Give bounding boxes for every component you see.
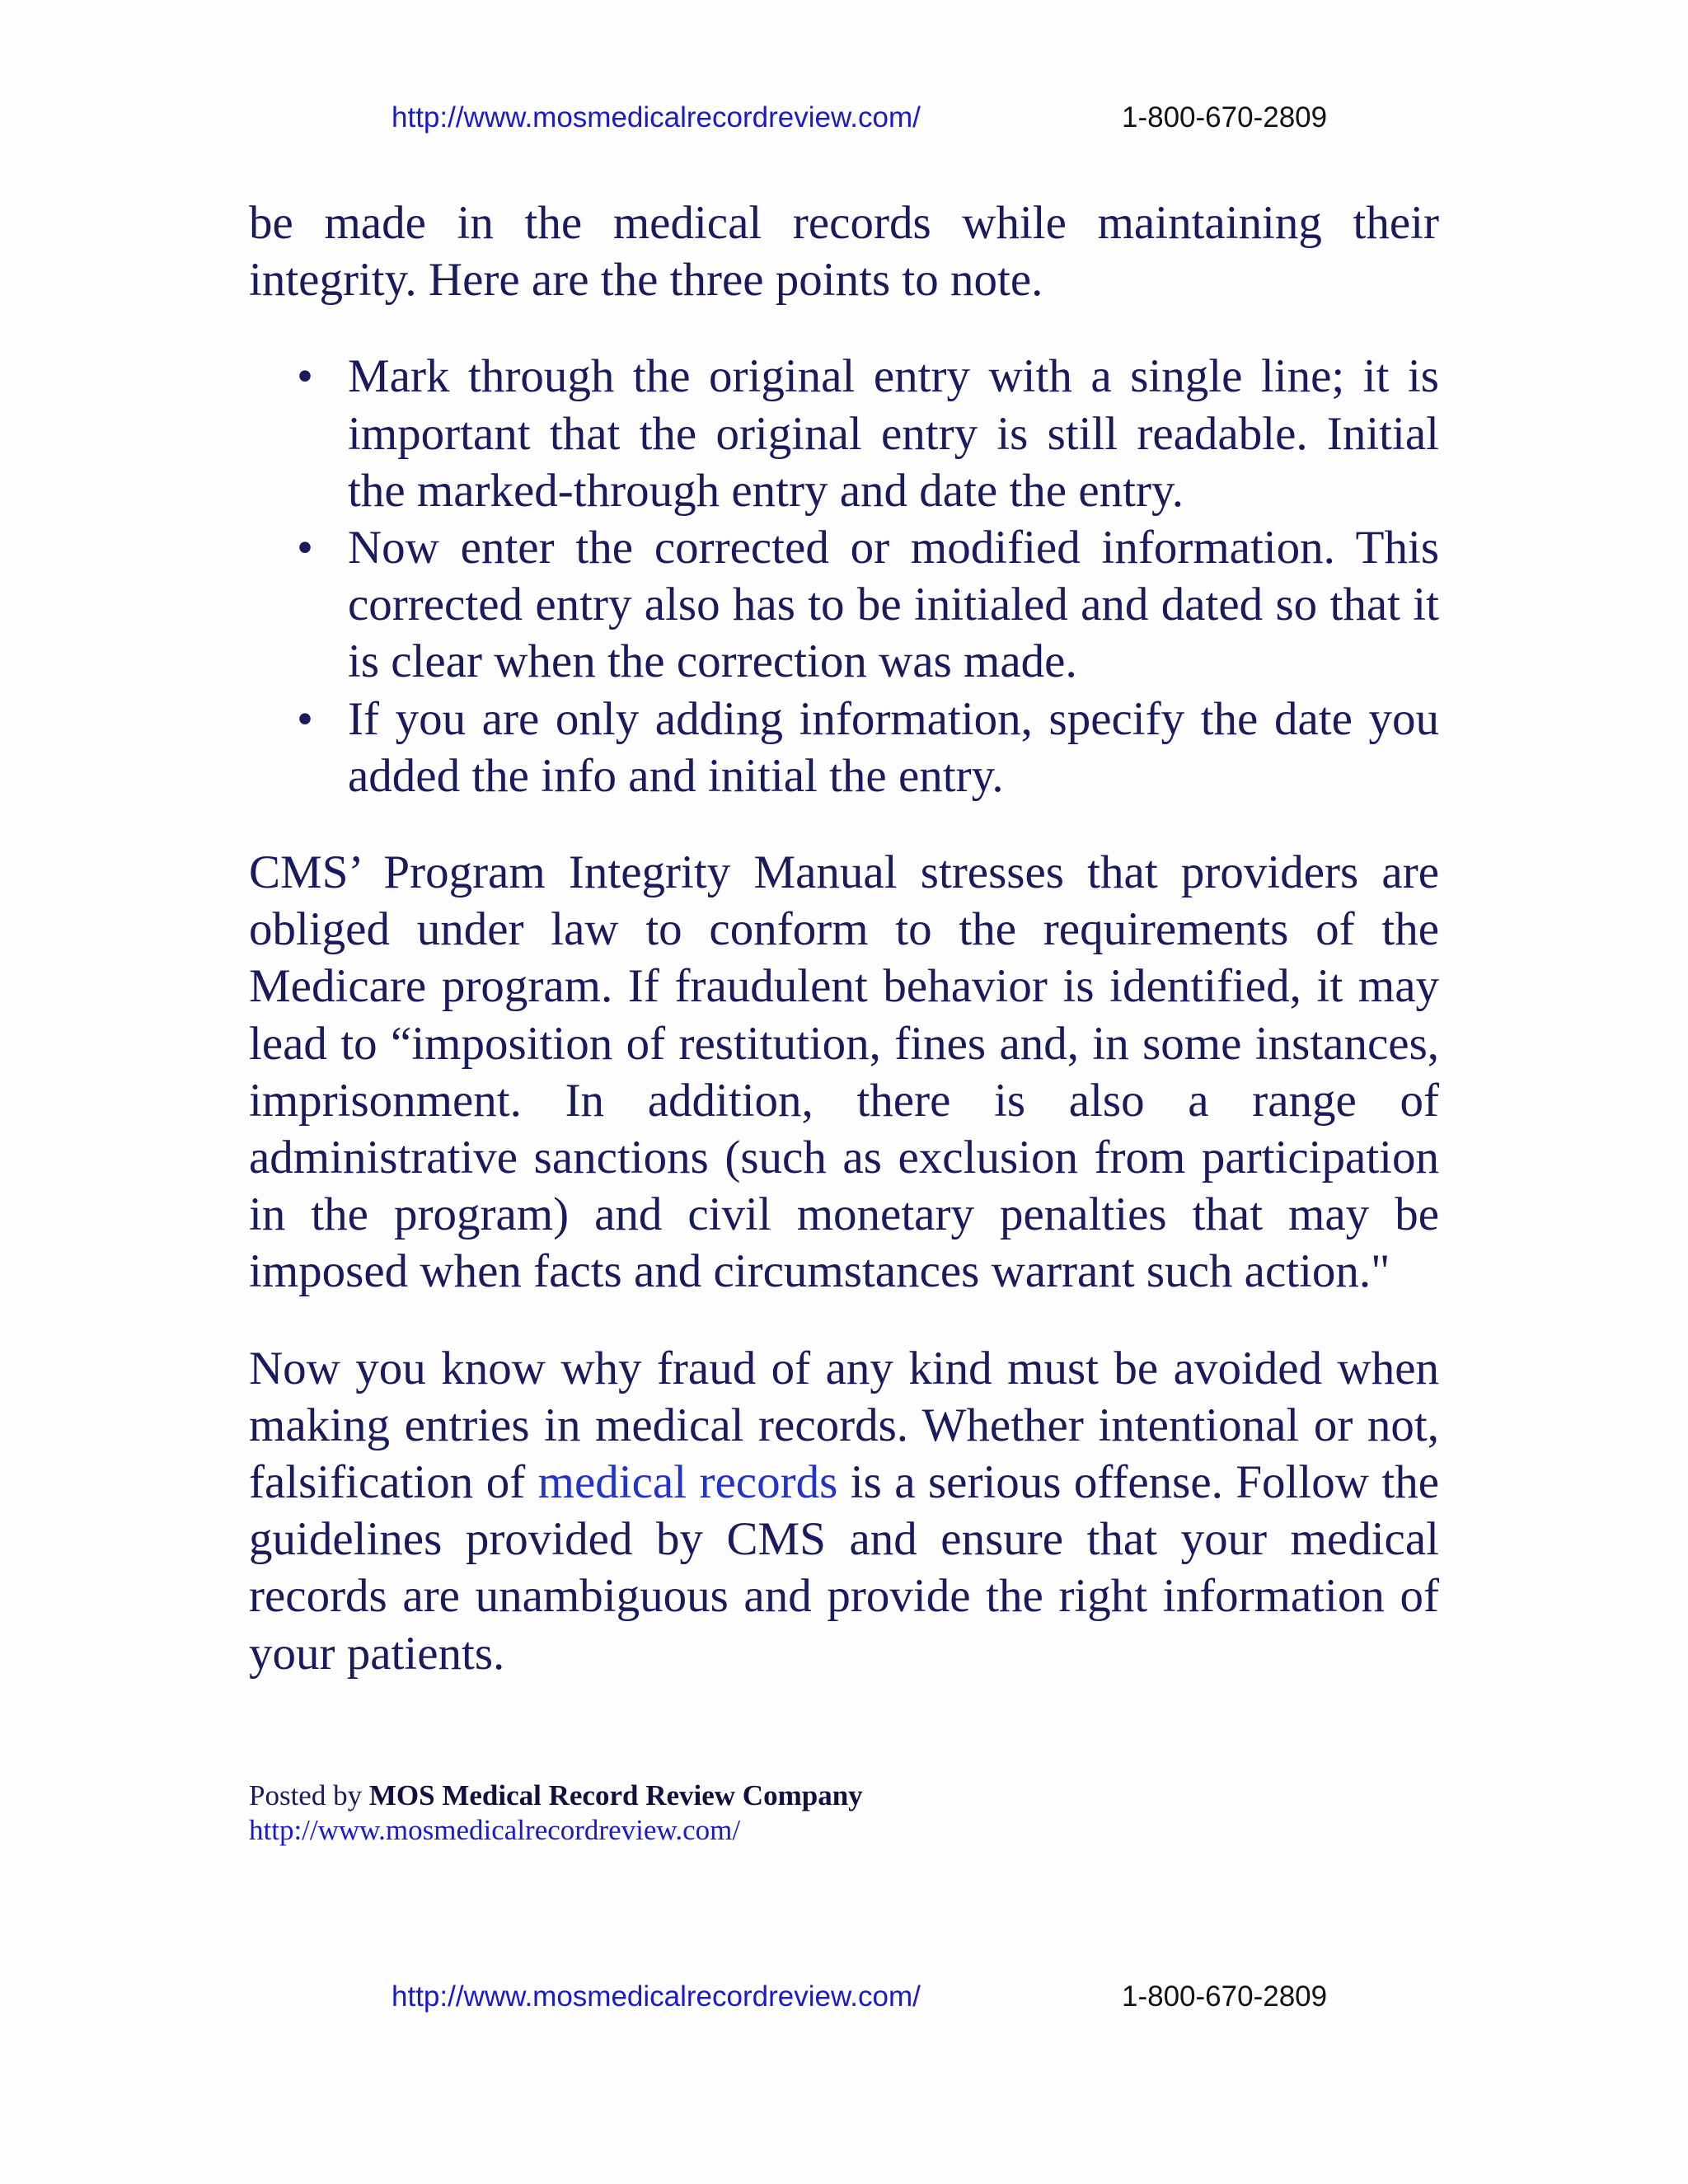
closing-text-end: is a serious offense. Follow the guidelines provided by CMS and ensure that your medical records are unambiguous and provide the right information of your patients. <box>249 1456 1439 1680</box>
header-phone-number: 1-800-670-2809 <box>1122 101 1328 134</box>
list-item <box>297 519 1439 691</box>
footer-phone-number: 1-800-670-2809 <box>1122 1980 1328 2013</box>
list-item-text: Mark through the original entry with a single line; it is important that the original entry is still readable. Initial the marked-through entry and date the entry. <box>348 350 1439 517</box>
posted-by-label: Posted by <box>249 1779 369 1811</box>
cms-manual-paragraph: CMS’ Program Integrity Manual stresses that providers are obliged under law to conform to the requirements of the Medicare program. If fraudulent behavior is identified, it may lead to “imposition of restitution, fines and, in some instances, imprisonment. In addition, there is also a range of administrative sanctions (such as exclusion from participation in the program) and civil monetary penalties that may be imposed when facts and circumstances warrant such action." <box>249 846 1439 1298</box>
bullet-icon: • <box>297 522 313 574</box>
bullet-icon: • <box>297 350 313 403</box>
intro-paragraph: be made in the medical records while maintaining their integrity. Here are the three points to note. <box>249 197 1439 307</box>
medical-records-link[interactable]: medical records <box>537 1456 838 1509</box>
header-url-link[interactable]: http://www.mosmedicalrecordreview.com/ <box>392 101 921 134</box>
list-item <box>297 348 1439 519</box>
page-footer <box>0 1976 1688 2018</box>
posted-by-url-link[interactable]: http://www.mosmedicalrecordreview.com/ <box>249 1814 741 1846</box>
footer-url-link[interactable]: http://www.mosmedicalrecordreview.com/ <box>392 1980 921 2013</box>
list-item-text: If you are only adding information, specify the date you added the info and initial the entry. <box>348 692 1439 802</box>
page-header <box>0 97 1688 138</box>
list-item <box>297 691 1439 804</box>
posted-by-company: MOS Medical Record Review Company <box>368 1779 863 1811</box>
closing-text-start: Now you know why fraud of any kind must be avoided when making entries in medical records. Whether intentional or not, falsification of <box>249 1342 1439 1509</box>
closing-paragraph <box>249 1340 1439 1682</box>
list-item-text: Now enter the corrected or modified information. This corrected entry also has to be initialed and dated so that it is clear when the correction was made. <box>348 522 1439 688</box>
bullet-icon: • <box>297 692 313 745</box>
correction-steps-list <box>249 348 1439 804</box>
posted-by-block <box>249 1779 863 1848</box>
document-body <box>249 194 1439 1722</box>
